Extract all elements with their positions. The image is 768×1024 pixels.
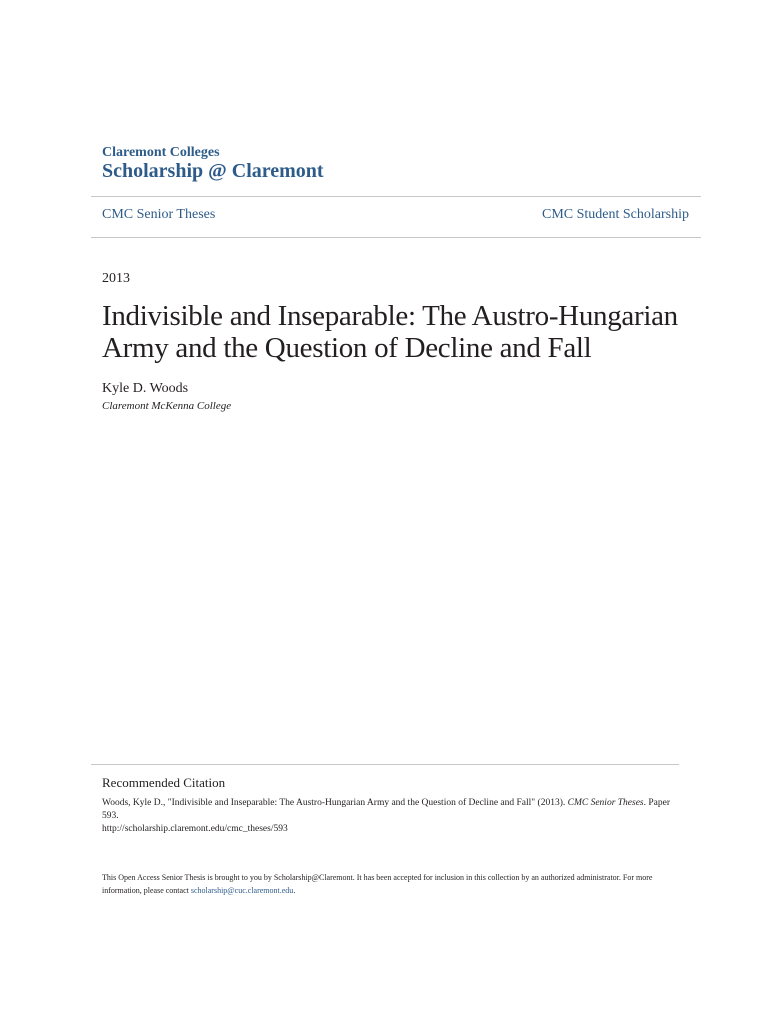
collection-link-student-scholarship[interactable]: CMC Student Scholarship xyxy=(541,207,689,222)
citation-series: CMC Senior Theses xyxy=(567,798,644,808)
author-name: Kyle D. Woods xyxy=(102,381,189,396)
citation-reference: Woods, Kyle D., "Indivisible and Inseparable: The Austro-Hungarian Army and the Question of Decline and Fall" (2013). xyxy=(102,798,566,808)
open-access-notice xyxy=(102,871,672,897)
contact-email-link[interactable]: scholarship@cuc.claremont.edu xyxy=(190,886,294,895)
notice-suffix: . xyxy=(293,886,296,895)
institution-name: Claremont Colleges xyxy=(102,145,220,160)
citation-url[interactable]: http://scholarship.claremont.edu/cmc_theses/593 xyxy=(102,824,288,834)
header-divider-top xyxy=(91,196,701,197)
citation-heading: Recommended Citation xyxy=(102,775,226,790)
header-divider-bottom xyxy=(91,237,701,238)
author-affiliation: Claremont McKenna College xyxy=(102,400,232,412)
collection-link-senior-theses[interactable]: CMC Senior Theses xyxy=(102,207,216,222)
citation-paper-number: . Paper 593. xyxy=(102,798,671,821)
citation-text xyxy=(102,797,672,836)
publication-year: 2013 xyxy=(102,271,130,286)
citation-divider xyxy=(91,764,679,765)
paper-title: Indivisible and Inseparable: The Austro-Hungarian Army and the Question of Decline and Fall xyxy=(102,300,678,364)
notice-text: This Open Access Senior Thesis is brought to you by Scholarship@Claremont. It has been accepted for inclusion in this collection by an authorized administrator. For more information, please contact xyxy=(102,873,653,895)
repository-link[interactable]: Scholarship @ Claremont xyxy=(102,160,324,182)
